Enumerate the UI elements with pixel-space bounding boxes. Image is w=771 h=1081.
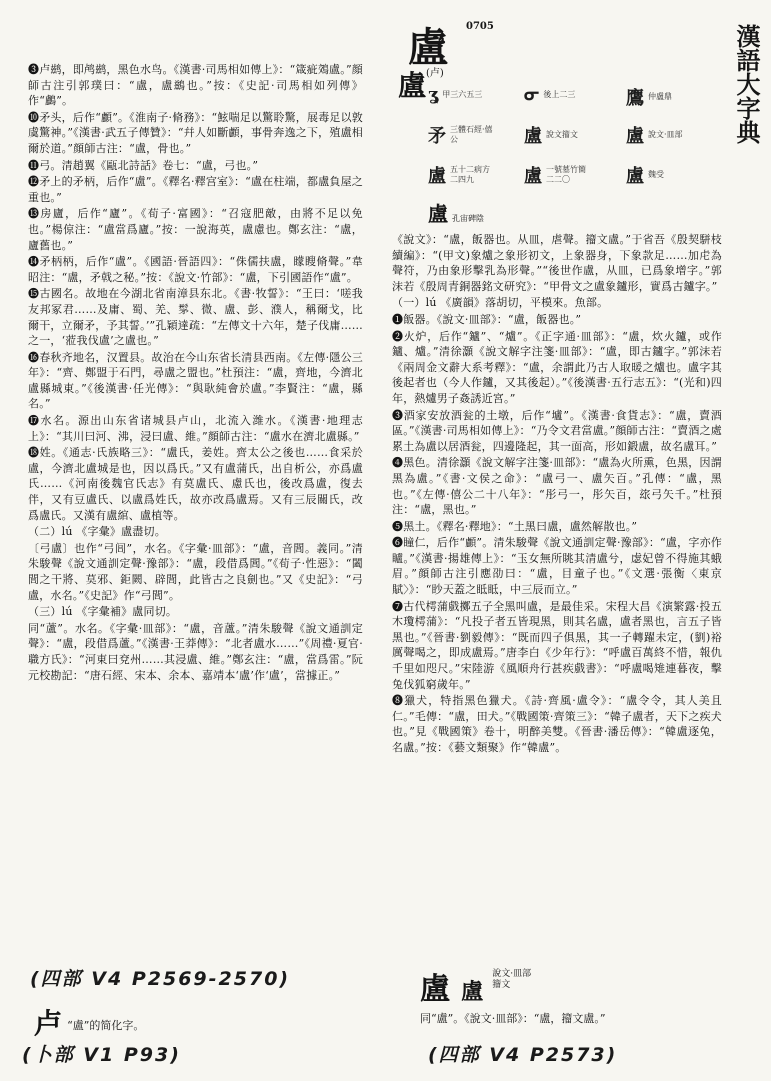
glyph-form-4: 矛 三體石經·僖公 — [428, 125, 493, 147]
right-para-5: ❸酒家安放酒瓮的土墩，后作“壚”。《漢書·食貨志》：“盧，賣酒區。”《漢書·司馬相如傳上》：“乃令文君當盧。”顔師古注：“賣酒之處累土為盧以居酒瓮，四邊隆起，其一面高，形如鍛盧，故名盧耳。” — [392, 408, 722, 453]
simplified-char: 卢 — [34, 1007, 63, 1040]
right-para-4: ❷火炉，后作“鑪”、“爐”。《正字通·皿部》：“盧，炊火鑪，或作鑪、爐。”清徐灝《說文解字注箋·皿部》：“盧，即古鑪字。”郭沫若《兩周金文辭大系考釋》：“盧，余謂此乃古人取暖之爐也。盧字其後起者也（今人作鑪，又其後起）。”《後漢書·五行志五》：“(光和)四年，熱爐男子姦誘近宮。” — [392, 329, 722, 405]
right-para-7: ❺黑土。《釋名·釋地》：“土黑曰盧，盧然解散也。” — [392, 519, 638, 533]
left-para-6: ⓮矛柄柄，后作“盧”。《國語·晉語四》：“侏儒扶盧，矇瞍脩聲。”韋昭注：“盧，矛戟之秘。”按：《說文·竹部》：“盧，下引國語作“盧”。 — [28, 255, 363, 284]
sub-headword — [428, 198, 484, 227]
glyph-form-6: 盧 說文·皿部 — [626, 126, 683, 147]
left-para-8: ⓰春秋齐地名，汉置县。故治在今山东省长清县西南。《左傳·隱公三年》：“齊、鄭盟于石門，尋盧之盟也。”杜預注：“盧，齊地，今濟北盧縣城東。”《後漢書·任光傳》：“與耿純會於盧。”李賢注：“盧，縣名。” — [28, 350, 363, 411]
right-para-10: ❽獵犬，特指黑色獵犬。《詩·齊風·盧令》：“盧令令，其人美且仁。”毛傳：“盧，田犬。”《戰國策·齊策三》：“韓子盧者，天下之疾犬也。”見《戰國策》卷十，明醉美雙。《晉書·潘岳傳》：“韓盧逐兔，名盧。”按：《藝文類聚》作“韓盧”。 — [392, 694, 722, 754]
handwritten-note-2: (卜部 V1 P93) — [22, 1044, 181, 1066]
bottom-text: 同“盧”。《說文·皿部》：“盧，籀文盧。” — [420, 1012, 606, 1025]
right-para-9: ❼古代樗蒲戲擲五子全黑叫盧，是最佳采。宋程大昌《演繁露·投五木瓊樗蒲》：“凡投子者五皆現黑，則其名盧，盧者黑也，言五子皆黑也。”《晉書·劉毅傳》：“既而四子俱黑，其一子轉躍未定，(劉)裕厲聲喝之，即成盧焉。”唐李白《少年行》：“呼盧百萬終不惜，報仇千里如咫尺。”宋陸游《風順舟行甚疾戲書》：“呼盧喝雉連暮夜，擊兔伐狐窮歲年。” — [392, 599, 722, 691]
book-title: 漢語大字典 — [732, 24, 761, 144]
variant-char: 盧 — [398, 69, 427, 102]
page-code — [466, 21, 494, 32]
handwritten-note-1: (四部 V4 P2569-2570) — [30, 968, 291, 990]
sub-char-note: 孔宙碑陰 — [452, 214, 484, 223]
bottom-entry — [420, 964, 740, 1026]
glyph-form-7: 盧 五十二病方二四九 — [428, 165, 490, 187]
right-para-1: 《說文》：“盧，飯器也。从皿，虐聲。籀文盧。”于省吾《殷契駢枝續編》：“(甲文)象爐之象形初文，上象器身，下象款足……加虍為聲符，乃由象形擊乳為形聲。”“後世作盧，从皿，已爲象增字。”郭沫若《殷周青銅器銘文研究》：“甲骨文之盧象鑪形，實爲古鑪字。” — [392, 233, 722, 293]
variant-tag: (卢) — [426, 68, 444, 79]
right-para-6: ❹黑色。清徐灝《說文解字注箋·皿部》：“盧為火所熏，色黑，因謂黑為盧。”《書·文侯之命》：“盧弓一、盧矢百。”孔傳：“盧，黑也。”《左傳·僖公二十八年》：“彤弓一，彤矢百，玈弓矢千。”杜預注：“盧，黑也。” — [392, 456, 722, 517]
left-para-13: （三）lú 《字彙補》盧同切。 — [28, 605, 178, 619]
glyph-form-1: ʓ 甲三六五三 — [428, 84, 483, 105]
left-para-7: ⓯古國名。故地在今湖北省南漳县东北。《書·牧誓》：“王曰：‘嗟我友邦冢君……及庸、蜀、羌、髳、微、盧、彭、濮人，稱爾戈，比爾干，立爾矛，予其誓。’”孔穎達疏：“左傳文十六年，楚子伐庸……之一，‘蒞我伐盧’之盧也。” — [28, 287, 363, 348]
left-para-12: 〔弓盧〕也作“弓闾”，水名。《字彙·皿部》：“盧，音閭。義同。”清朱駿聲《說文通訓定聲·豫部》：“盧，段借爲閭。”《荀子·性惡》：“闔閭之干將、莫邪、鉅闕、辟閭，此皆古之良劍也。”又《史記》：“弓盧，水名。”《史記》作“弓閭”。 — [28, 541, 363, 602]
glyph-form-5: 盧 說文籀文 — [524, 126, 578, 147]
left-column — [28, 62, 363, 684]
right-para-8: ❻瞳仁，后作“顱”。清朱駿聲《說文通訓定聲·豫部》：“盧，字亦作矑。”《漢書·揚雄傳上》：“玉女無所眺其清盧兮，虙妃曾不得施其蛾眉。”顔師古注引應劭曰：“盧，目童子也。”《文選·張衡〈東京賦〉》：“眇天蓋之眡眡，中三辰而立。” — [392, 536, 722, 597]
sub-char: 盧 — [428, 202, 448, 226]
glyph-form-8: 盧 一號墓竹簡二二〇 — [524, 165, 586, 187]
bottom-variant: 盧 — [461, 979, 484, 1005]
left-para-5: ⓭房廬，后作“廬”。《荀子·富國》：“召寇肥敵，由將不足以免也。”楊倞注：“盧當爲廬。”按：一說海英，盧慮也。鄭玄注：“盧，廬舊也。” — [28, 207, 363, 252]
glyph-form-3: 鷹 仲盧鼎 — [626, 88, 672, 109]
left-para-14: 同“蘆”。水名。《字彙·皿部》：“盧，音蘆。”清朱駿聲《說文通訓定聲》：“盧，段借爲蘆。”《漢書·王莽傳》：“北者盧水……”《周禮·夏官·職方氏》：“河東曰兗州……其浸盧、維。”鄭玄注：“盧，當爲雷。”阮元校勘記：“唐石經、宋本、余本、嘉靖本‘盧’作‘盧’，當據正。” — [28, 621, 363, 682]
right-column — [392, 232, 722, 757]
simplified-entry — [34, 1002, 144, 1042]
glyph-form-2: ᓂ 後上二三 — [524, 84, 576, 105]
left-para-3: ⓫弓。清趙翼《甌北詩話》卷七：“盧，弓也。” — [28, 158, 259, 172]
bottom-source: 說文·皿部 籀文 — [492, 969, 532, 990]
left-para-4: ⓬矛上的矛柄，后作“盧”。《釋名·釋宫室》：“盧在柱端，都盧負屋之重也。” — [28, 175, 363, 204]
right-para-3: ❶飯器。《說文·皿部》：“盧，飯器也。” — [392, 312, 582, 326]
right-para-2: （一）lú 《廣韻》落胡切，平模來。魚部。 — [392, 296, 609, 310]
handwritten-note-3: (四部 V4 P2573) — [428, 1044, 618, 1066]
left-para-10: ⓲姓。《通志·氏族略三》：“盧氏，姜姓。齊太公之後也……食采於盧，今濟北盧城是也，因以爲氏。”又有盧蒲氏，出自析公，亦爲盧氏……《河南後魏官氏志》有莫盧氏、慮氏也，後改爲盧，復去伴，又有豆盧氏、以盧爲姓氏，故亦改爲盧焉。又有三辰關氏，改爲盧氏。又漢有盧綰、盧植等。 — [28, 446, 363, 522]
simplified-text: “盧”的简化字。 — [67, 1019, 145, 1032]
left-para-1: ❸卢鹚，即鸬鹚，黑色水鸟。《漢書·司馬相如傳上》：“箴疵鵁盧。”顔師古注引郭璞曰：“盧，盧鷀也。”按：《史記·司馬相如列傳》作“鸕”。 — [28, 63, 363, 108]
left-para-9: ⓱水名。源出山东省诸城县卢山，北流入潍水。《漢書·地理志上》：“其川曰河、沸，浸曰盧、維。”顔師古注：“盧水在濟北盧縣。” — [28, 414, 363, 443]
main-headword: 盧 — [408, 24, 448, 71]
glyph-forms-table — [428, 84, 728, 199]
left-para-2: ❿矛头，后作“顱”。《淮南子·脩務》：“鮌喘足以驚聆驚，展毒足以敦虞驚神。”《漢書·武五子傳贊》：“幷人如斷顱，事骨奔逸之下，殖盧相爾於道。”顔師古注：“盧，骨也。” — [28, 110, 363, 155]
bottom-headword: 盧 — [420, 972, 450, 1007]
left-para-11: （二）lú 《字彙》盧盡切。 — [28, 525, 166, 539]
glyph-form-9: 盧 魏受 — [626, 166, 664, 187]
page-code-text: 0705 — [466, 21, 494, 32]
